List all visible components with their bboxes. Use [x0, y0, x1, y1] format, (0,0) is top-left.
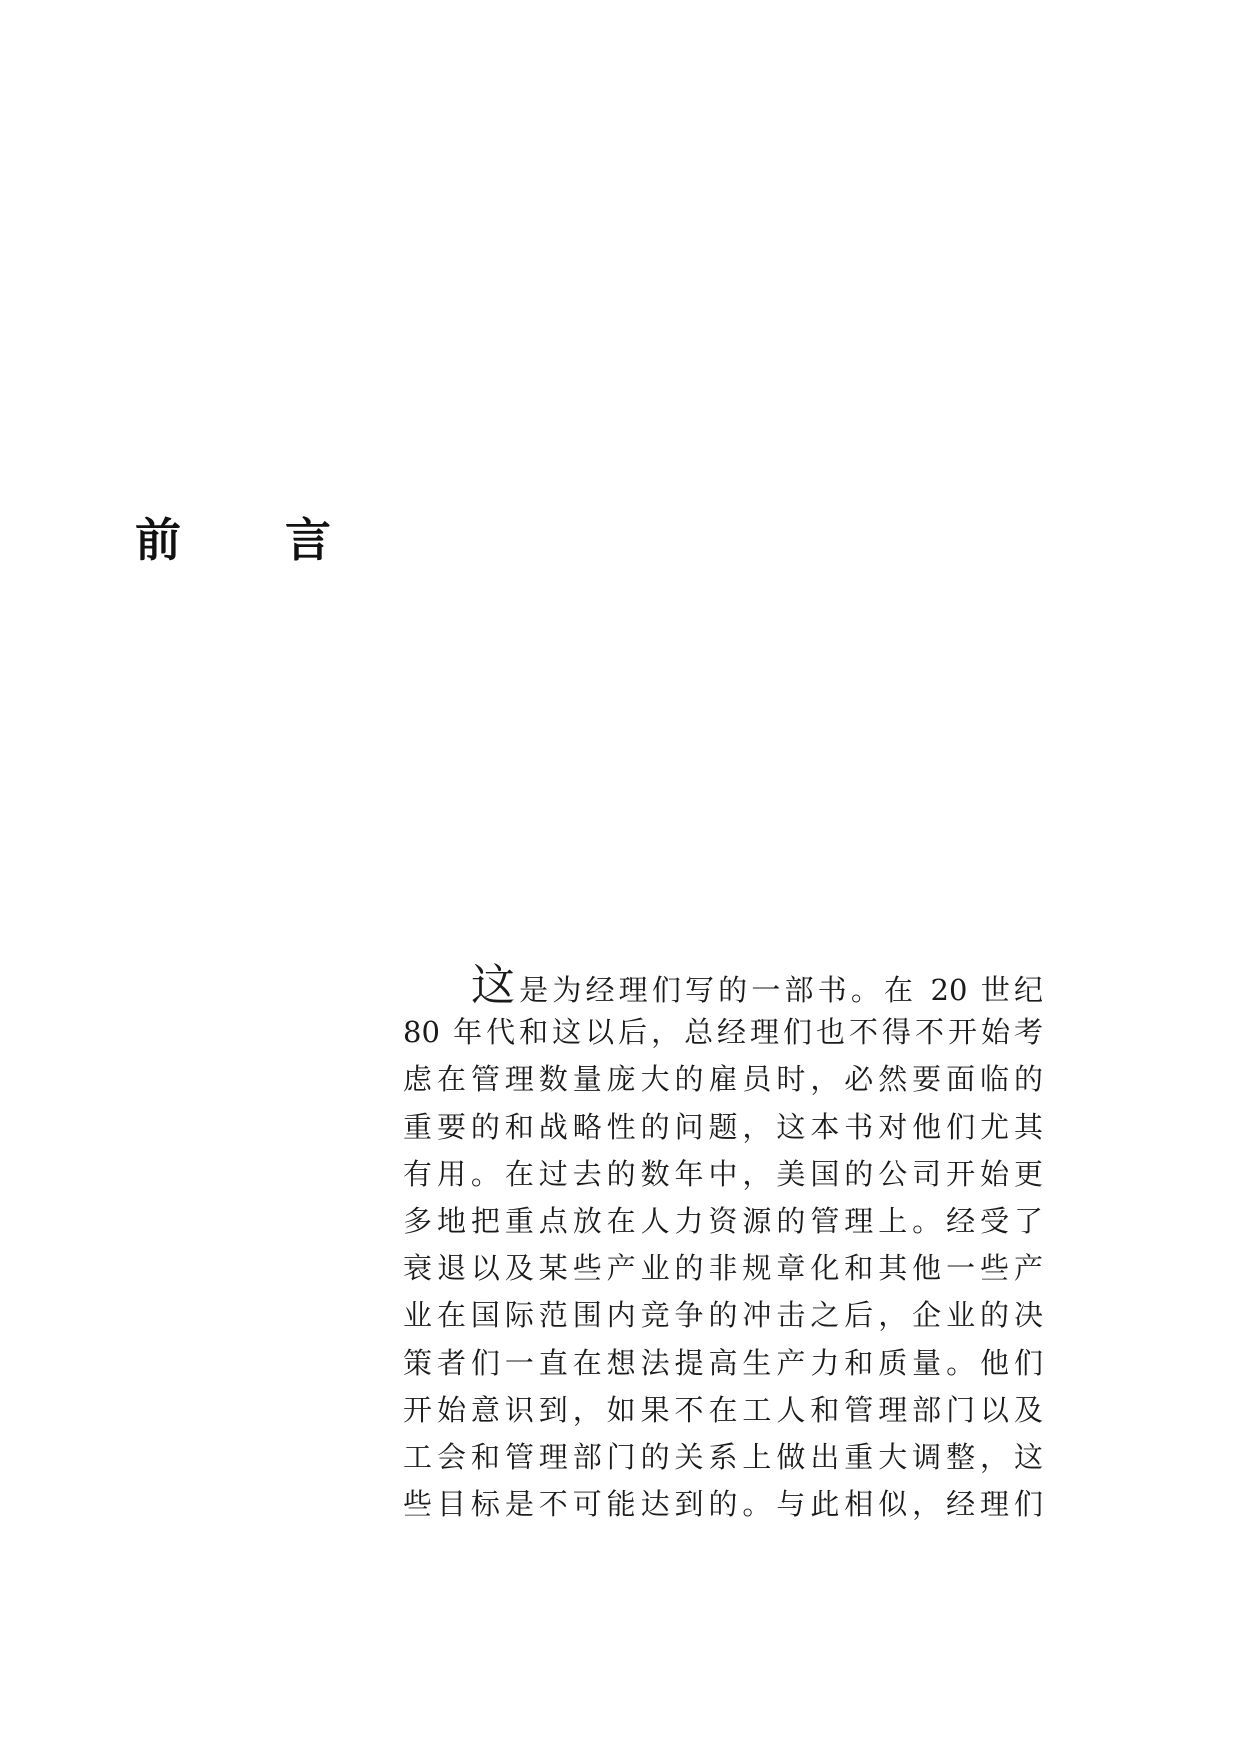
- text-line: 多地把重点放在人力资源的管理上。经受了: [403, 1203, 1043, 1238]
- text-line: 开始意识到，如果不在工人和管理部门以及: [403, 1392, 1043, 1427]
- heading-char-2: 言: [285, 513, 331, 567]
- body-paragraph: [403, 962, 1043, 1528]
- text-line: 重要的和战略性的问题，这本书对他们尤其: [403, 1109, 1043, 1144]
- text-line: 些目标是不可能达到的。与此相似，经理们: [403, 1487, 1043, 1522]
- text-line: 业在国际范围内竞争的冲击之后，企业的决: [403, 1298, 1043, 1333]
- text-line: 虑在管理数量庞大的雇员时，必然要面临的: [403, 1062, 1043, 1097]
- text-line: 衰退以及某些产业的非规章化和其他一些产: [403, 1251, 1043, 1286]
- text-line: 80 年代和这以后，总经理们也不得不开始考: [403, 1015, 1043, 1050]
- first-line-text: 是为经理们写的一部书。在 20 世纪: [519, 973, 1043, 1007]
- text-line: 有用。在过去的数年中，美国的公司开始更: [403, 1156, 1043, 1191]
- chapter-heading: [135, 510, 331, 570]
- text-line: [403, 962, 1043, 1009]
- text-line: 策者们一直在想法提高生产力和质量。他们: [403, 1345, 1043, 1380]
- heading-char-1: 前: [135, 513, 181, 567]
- text-line: 工会和管理部门的关系上做出重大调整，这: [403, 1439, 1043, 1474]
- drop-cap: 这: [471, 962, 520, 1010]
